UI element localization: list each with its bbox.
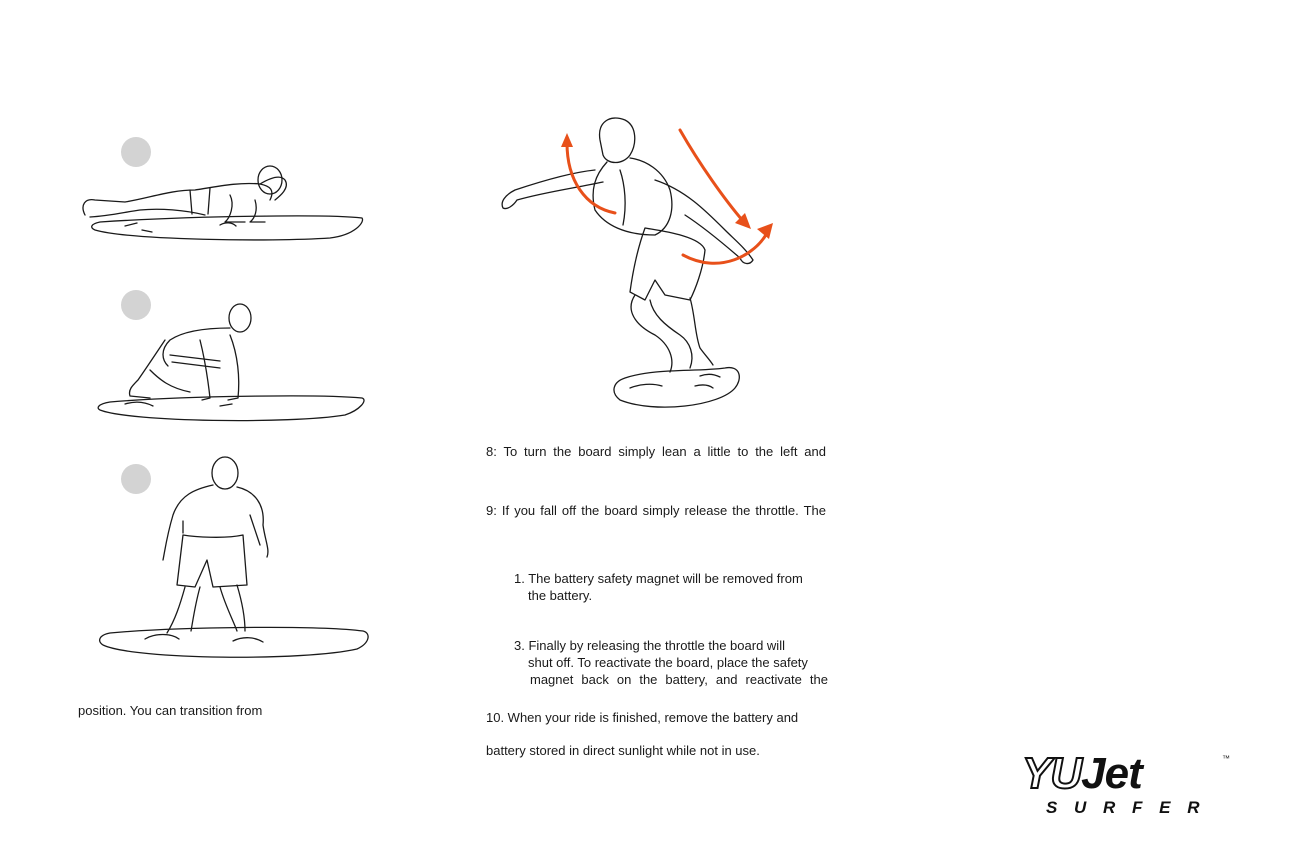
logo-brand-yu: YU	[1022, 749, 1082, 798]
substep-3-line-3: magnet back on the battery, and reactivate the	[530, 672, 828, 687]
substep-1-line-2: the battery.	[528, 588, 593, 603]
kneeling-position-illustration	[90, 300, 370, 430]
logo-brand-jet: Jet	[1081, 749, 1142, 798]
substep-1-line-1: 1. The battery safety magnet will be removed from	[514, 571, 803, 586]
standing-position-illustration	[95, 455, 370, 665]
storage-note-text: battery stored in direct sunlight while not in use.	[486, 743, 760, 758]
turn-direction-arrows	[555, 125, 785, 275]
substep-3-line-2: shut off. To reactivate the board, place the safety	[528, 655, 808, 670]
step-10-text: 10. When your ride is finished, remove the battery and	[486, 710, 799, 725]
yujet-surfer-logo	[1022, 749, 1232, 822]
body-position-caption: position. You can transition from	[78, 703, 263, 718]
step-8-text: 8: To turn the board simply lean a little to the left and	[486, 444, 826, 459]
step-9-text: 9: If you fall off the board simply release the throttle. The	[486, 503, 826, 518]
logo-tagline: S U R F E R	[1046, 798, 1206, 817]
paddle-position-illustration	[70, 160, 370, 250]
substep-3-line-1: 3. Finally by releasing the throttle the board will	[514, 638, 785, 653]
logo-trademark: ™	[1222, 754, 1230, 763]
